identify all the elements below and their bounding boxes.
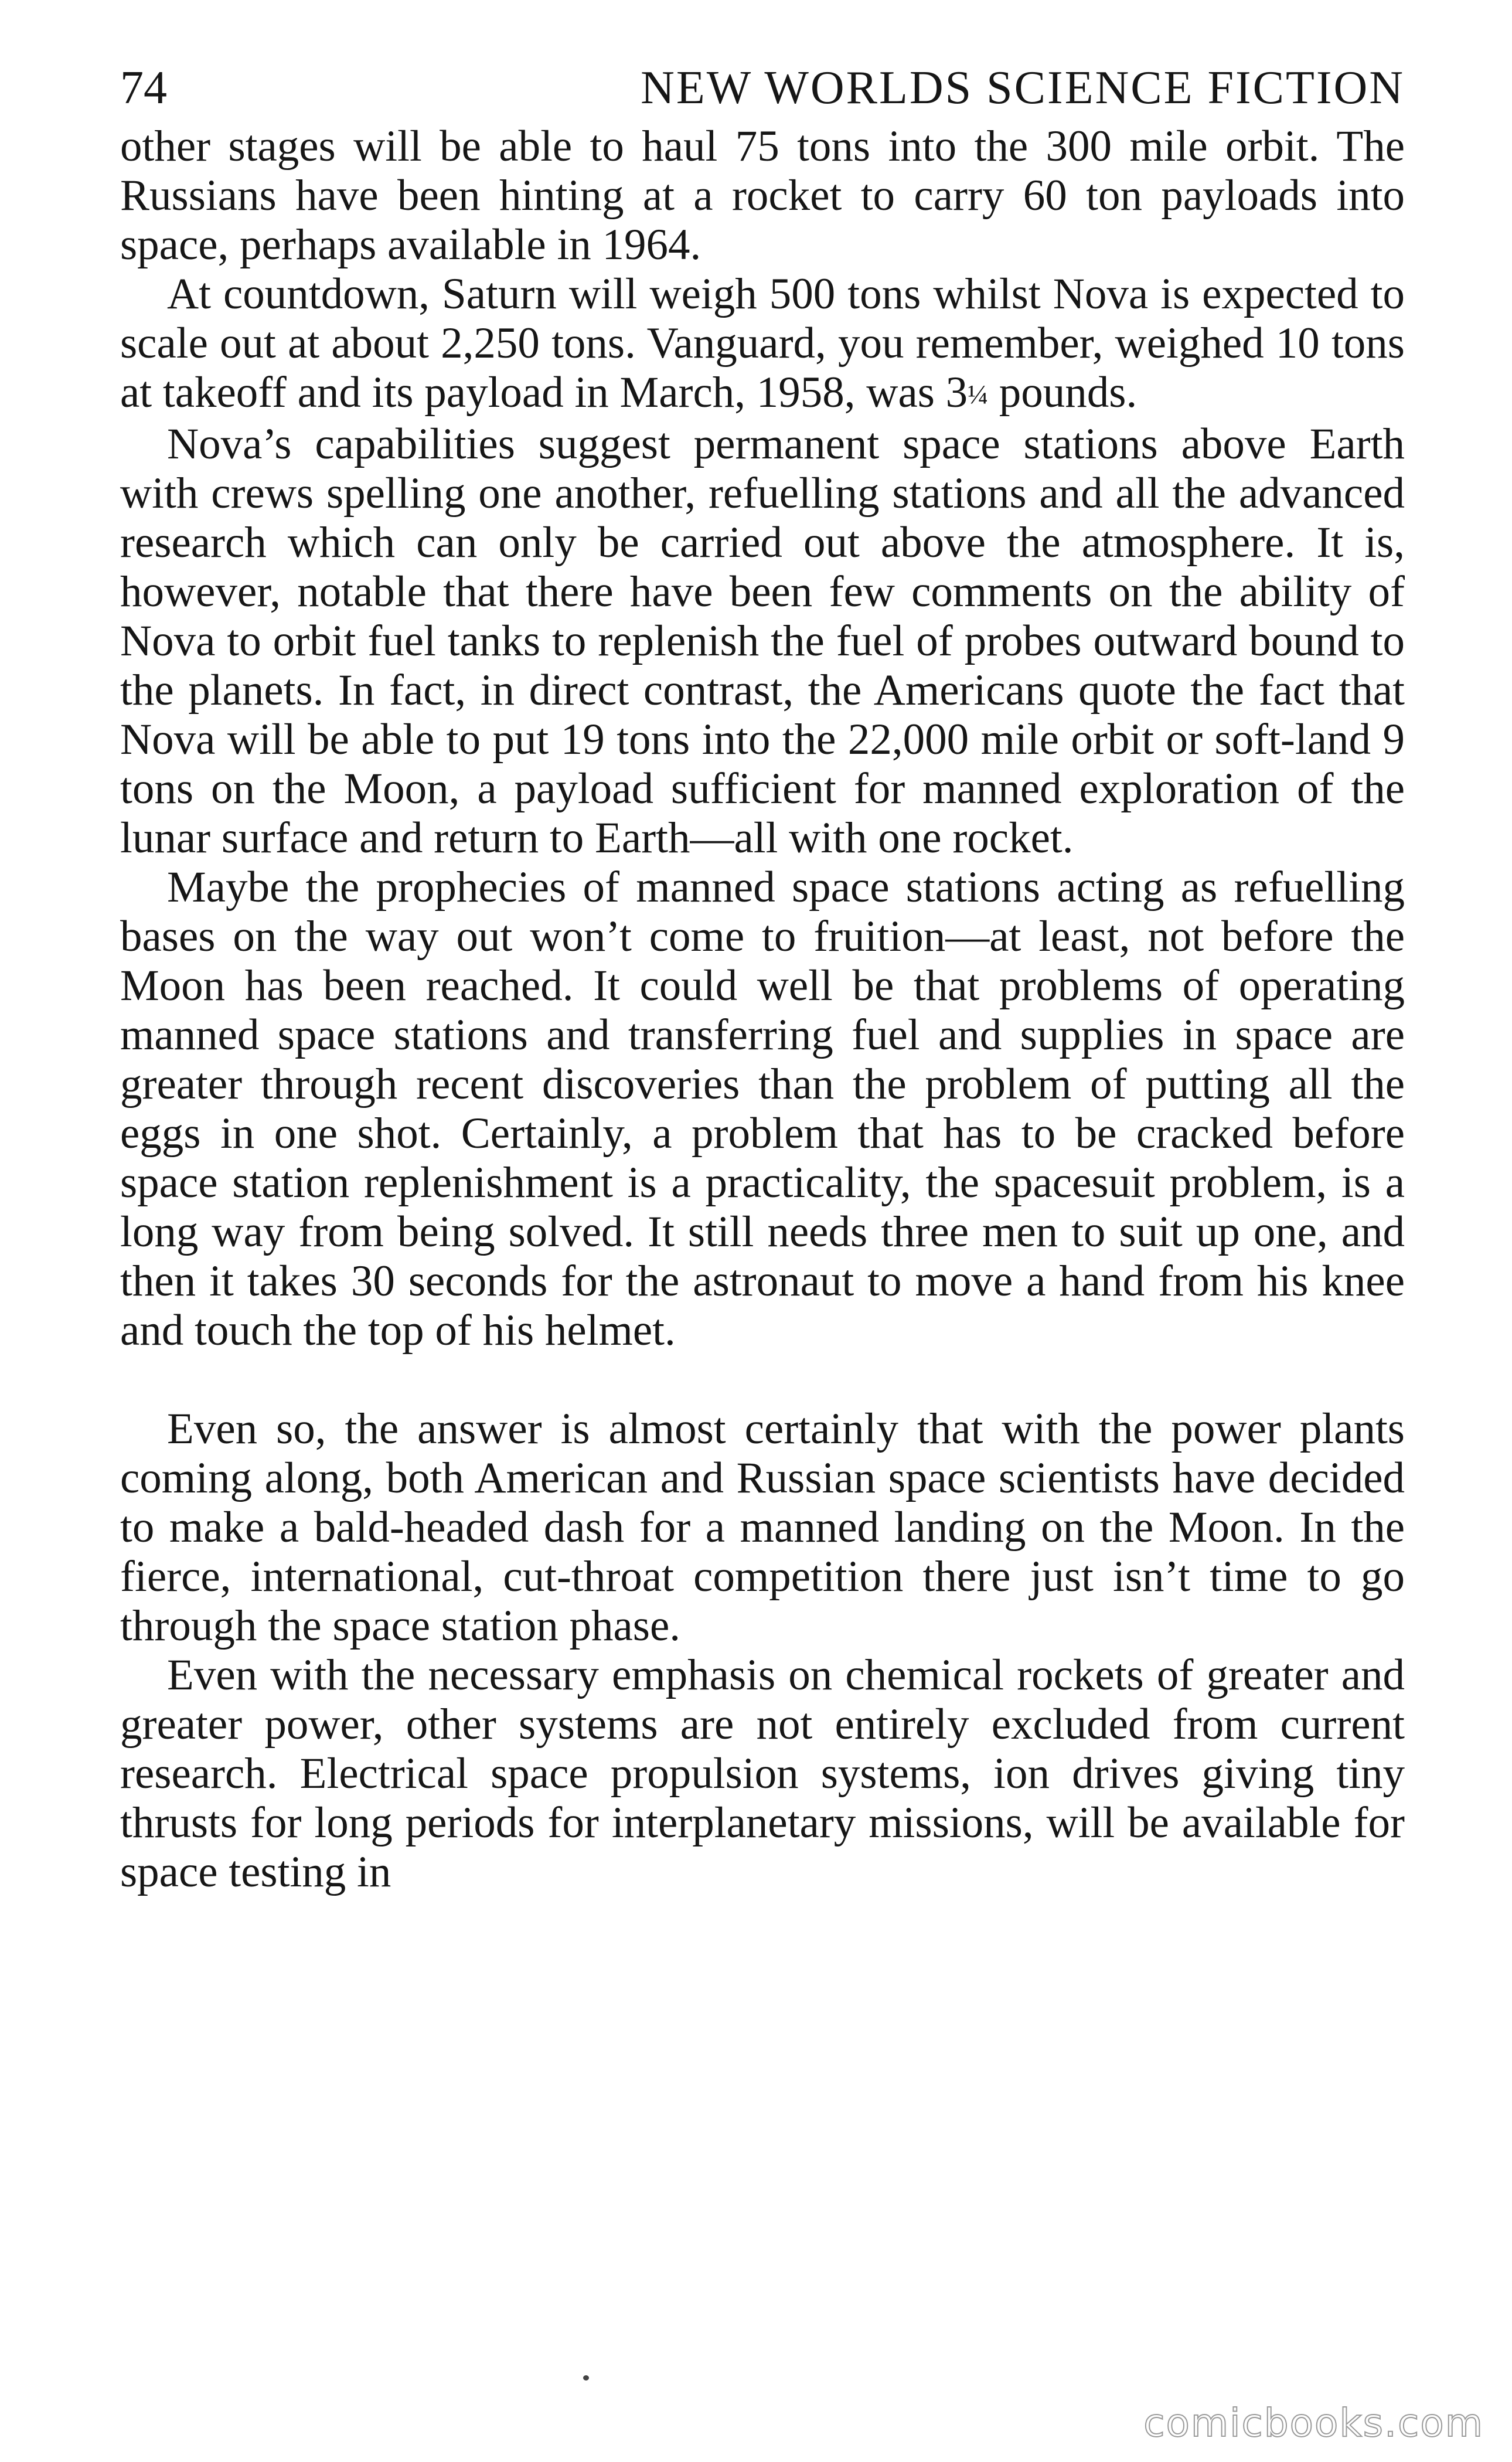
paragraph-3: Nova’s capabilities suggest permanent space stations above Earth with crews spelling one another, refuelling stations and all the advanced research which can only be carried out above the atmosphere. It is, however, notable that there have been few comments on the ability of Nova to orbit fuel tanks to replenish the fuel of probes outward bound to the planets. In fact, in direct contrast, the Americans quote the fact that Nova will be able to put 19 tons into the 22,000 mile orbit or soft-land 9 tons on the Moon, a payload sufficient for manned exploration of the lunar surface and return to Earth—all with one rocket. <box>120 420 1405 863</box>
paragraph-6: Even with the necessary emphasis on chemical rockets of greater and greater power, other systems are not entirely excluded from current research. Electrical space propulsion systems, ion drives giving tiny thrusts for long periods for interplanetary missions, will be available for space testing in <box>120 1651 1405 1897</box>
page-number: 74 <box>120 62 167 114</box>
paragraph-2-tail: pounds. <box>988 368 1138 417</box>
print-speck <box>583 2375 589 2381</box>
paragraph-4: Maybe the prophecies of manned space stations acting as refuelling bases on the way out won’t come to fruition—at least, not before the Moon has been reached. It could well be that problems of operating manned space stations and transferring fuel and supplies in space are greater through recent discoveries than the problem of putting all the eggs in one shot. Certainly, a problem that has to be cracked before space station replenishment is a practicality, the spacesuit problem, is a long way from being solved. It still needs three men to suit up one, and then it takes 30 seconds for the astronaut to move a hand from his knee and touch the top of his helmet. <box>120 863 1405 1355</box>
book-page <box>120 59 1405 1897</box>
paragraph-2 <box>120 270 1405 420</box>
publication-title: NEW WORLDS SCIENCE FICTION <box>641 62 1405 114</box>
paragraph-5: Even so, the answer is almost certainly that with the power plants coming along, both American and Russian space scientists have decided to make a bald-headed dash for a manned landing on the Moon. In the fierce, international, cut-throat competition there just isn’t time to go through the space station phase. <box>120 1405 1405 1651</box>
fraction-quarter: ¼ <box>968 380 989 410</box>
article-body <box>120 122 1405 1897</box>
running-head <box>120 59 1405 117</box>
paragraph-1: other stages will be able to haul 75 tons into the 300 mile orbit. The Russians have been hinting at a rocket to carry 60 ton payloads into space, perhaps available in 1964. <box>120 122 1405 269</box>
paragraph-2-text: At countdown, Saturn will weigh 500 tons whilst Nova is expected to scale out at about 2,250 tons. Vanguard, you remember, weighed 10 tons at takeoff and its payload in March, 1958, was 3 <box>120 270 1405 417</box>
watermark-logo: comicbooks.com <box>1143 2400 1484 2446</box>
